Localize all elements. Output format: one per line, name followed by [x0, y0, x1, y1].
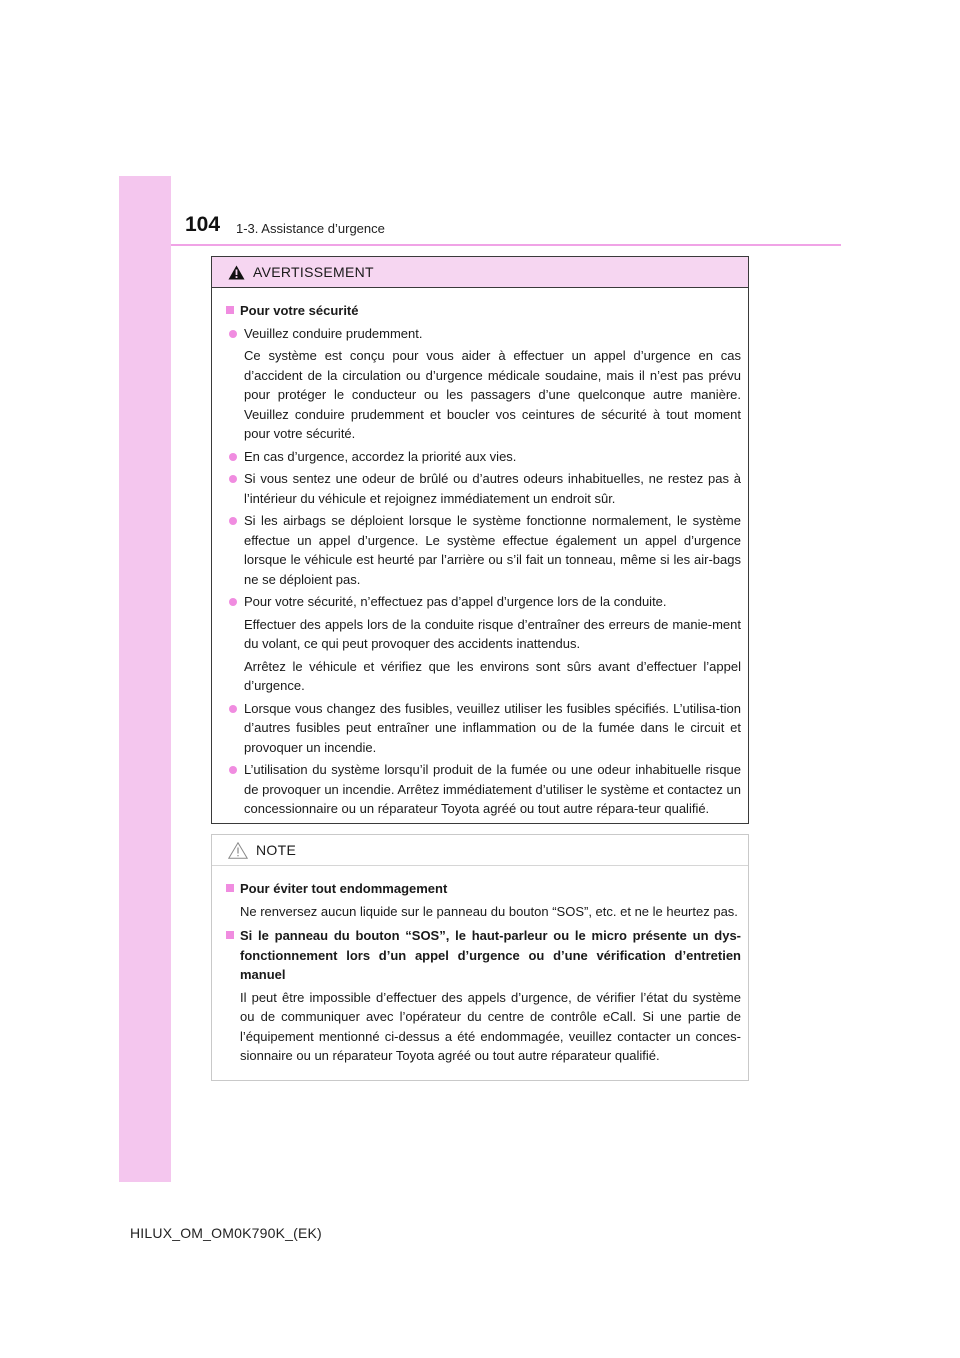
warning-item: [226, 447, 741, 467]
round-bullet-icon: [229, 475, 237, 483]
note-header: [212, 835, 748, 866]
note-heading: [226, 879, 741, 899]
caution-outline-icon: [228, 842, 248, 859]
note-heading-text: Pour éviter tout endommagement: [240, 881, 448, 896]
page-number: 104: [185, 213, 221, 236]
warning-item-text: Veuillez conduire prudemment.: [244, 325, 423, 341]
note-paragraph: Ne renversez aucun liquide sur le panneau du bouton “SOS”, etc. et ne le heurtez pas.: [240, 903, 738, 919]
round-bullet-icon: [229, 517, 237, 525]
warning-box: [211, 256, 749, 824]
warning-item: [226, 760, 741, 819]
section-title: 1-3. Assistance d’urgence: [236, 221, 385, 236]
footer-code: HILUX_OM_OM0K790K_(EK): [130, 1225, 322, 1241]
round-bullet-icon: [229, 598, 237, 606]
note-paragraph: Il peut être impossible d’effectuer des appels d’urgence, de vérifier l’état du système ou de communiquer avec l’opérateur du centre de contrôle eCall. Si une partie de l’équipement mentionné ci-dessus a été endommagée, veuillez contacter un conces-sionnaire ou un réparateur Toyota agréé ou tout autre réparateur qualifié.: [240, 989, 741, 1063]
warning-items: [226, 324, 741, 819]
round-bullet-icon: [229, 705, 237, 713]
note-title: NOTE: [256, 842, 297, 858]
warning-item-paragraph: Ce système est conçu pour vous aider à effectuer un appel d’urgence en cas d’accident de la circulation ou d’urgence médicale soudaine, mais il n’est pas prévu pour protéger le conducteur ou les passagers d’une quelconque autre manière. Veuillez conduire prudemment et boucler vos ceintures de sécurité à tout moment pour votre sécurité.: [244, 348, 741, 441]
warning-item-text: Lorsque vous changez des fusibles, veuillez utiliser les fusibles spécifiés. L’utilisa-tion d’autres fusibles peut entraîner une inflammation ou de la fumée dans le circuit et provoquer un incendie.: [244, 700, 741, 755]
round-bullet-icon: [229, 453, 237, 461]
warning-triangle-icon: [228, 265, 245, 280]
warning-heading: Pour votre sécurité: [226, 301, 741, 321]
square-bullet-icon: [226, 884, 234, 892]
warning-item: [226, 511, 741, 589]
warning-item: [226, 592, 741, 612]
warning-item: [226, 469, 741, 508]
note-box: [211, 834, 749, 1081]
square-bullet-icon: [226, 931, 234, 939]
round-bullet-icon: [229, 330, 237, 338]
side-band: [119, 176, 171, 1182]
note-body: [212, 866, 748, 1066]
warning-title: AVERTISSEMENT: [253, 264, 374, 280]
warning-header: [212, 257, 748, 288]
square-bullet-icon: [226, 306, 234, 314]
warning-item-text: Si vous sentez une odeur de brûlé ou d’autres odeurs inhabituelles, ne restez pas à l’intérieur du véhicule et rejoignez immédiatement un endroit sûr.: [244, 471, 741, 506]
warning-item-text: Si les airbags se déploient lorsque le système fonctionne normalement, le système effectue un appel d’urgence. Le système effectue également un appel d’urgence lorsque le véhicule est heurté par l’arrière ou s’il fait un tonneau, même si les air-bags ne se déploient pas.: [244, 513, 741, 587]
header-rule: [171, 244, 841, 246]
warning-item: [226, 699, 741, 758]
warning-item-paragraph: Effectuer des appels lors de la conduite risque d’entraîner des erreurs de manie-ment du volant, ce qui peut provoquer des accidents inattendus.: [244, 616, 741, 651]
round-bullet-icon: [229, 766, 237, 774]
warning-item-text: En cas d’urgence, accordez la priorité aux vies.: [244, 448, 517, 464]
warning-item-paragraph: Arrêtez le véhicule et vérifiez que les environs sont sûrs avant d’effectuer l’appel d’urgence.: [244, 658, 741, 693]
warning-item-text: Pour votre sécurité, n’effectuez pas d’appel d’urgence lors de la conduite.: [244, 594, 667, 609]
note-heading-text: Si le panneau du bouton “SOS”, le haut-parleur ou le micro présente un dys-fonctionnement lors d’un appel d’urgence ou d’une vérification d’entretien manuel: [240, 928, 741, 982]
warning-body: [212, 288, 748, 819]
warning-item-text: L’utilisation du système lorsqu’il produit de la fumée ou une odeur inhabituelle risque de provoquer un incendie. Arrêtez immédiatement d’utiliser le système et contactez un concessionnaire ou un réparateur Toyota agréé ou tout autre répara-teur qualifié.: [244, 762, 741, 816]
note-heading: [226, 926, 741, 985]
warning-item: [226, 324, 741, 344]
